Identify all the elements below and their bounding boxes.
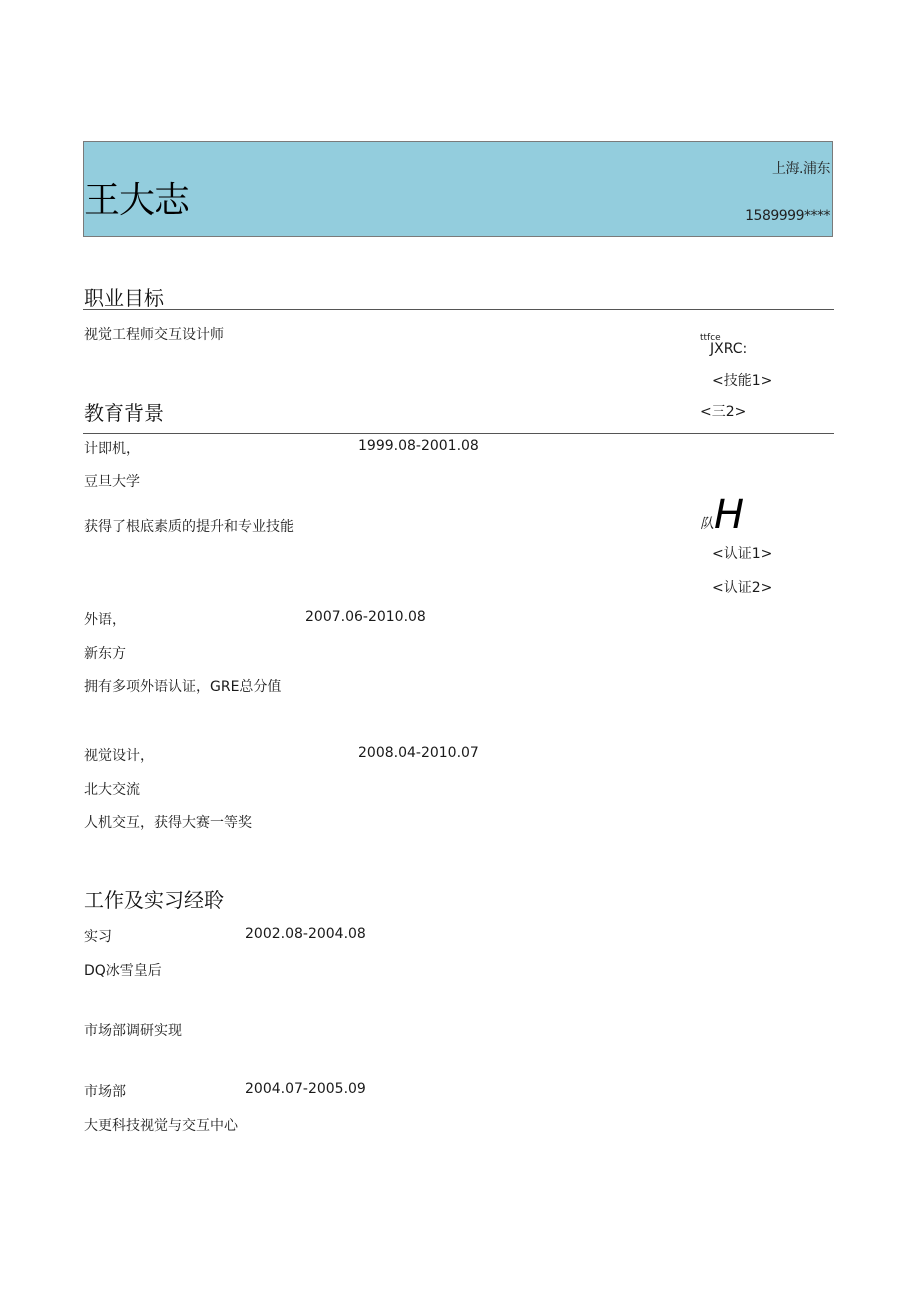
education-dates-1: 1999.08-2001.08 xyxy=(358,438,479,454)
objective-title: 职业目标 xyxy=(84,286,164,310)
objective-text: 视觉工程师交互设计师 xyxy=(84,327,224,343)
cert-item-1: <认证1> xyxy=(712,546,773,562)
skill-item-1: <技能1> xyxy=(712,373,773,389)
cert-heading xyxy=(700,492,744,538)
work-role-1: 实习 xyxy=(84,929,112,945)
candidate-name: 王大志 xyxy=(84,180,190,221)
education-dates-2: 2007.06-2010.08 xyxy=(305,609,426,625)
education-school-1: 豆旦大学 xyxy=(84,474,140,490)
skills-heading: JXRC: xyxy=(710,341,748,357)
education-desc-2: 拥有多项外语认证，GRE总分值 xyxy=(84,679,282,695)
education-field-1: 计即机， xyxy=(84,441,140,457)
education-divider xyxy=(83,433,834,434)
work-title: 工作及实习经聆 xyxy=(84,888,224,912)
education-field-2: 外语， xyxy=(84,612,126,628)
work-dates-1: 2002.08-2004.08 xyxy=(245,926,366,942)
work-company-1: DQ冰雪皇后 xyxy=(84,963,162,979)
education-school-3: 北大交流 xyxy=(84,782,140,798)
sidebar-small-label: ttfce xyxy=(700,333,721,343)
phone-text: 1589999**** xyxy=(745,208,830,224)
education-field-3: 视觉设计， xyxy=(84,748,154,764)
cert-item-2: <认证2> xyxy=(712,580,773,596)
education-desc-3: 人机交互，获得大赛一等奖 xyxy=(84,815,252,831)
education-title: 教育背景 xyxy=(84,401,164,425)
cert-prefix: 队 xyxy=(700,516,714,532)
work-company-2: 大更科技视觉与交互中心 xyxy=(84,1118,238,1134)
header-banner xyxy=(83,141,833,237)
location-text: 上海.浦东 xyxy=(772,161,830,177)
education-dates-3: 2008.04-2010.07 xyxy=(358,745,479,761)
education-school-2: 新东方 xyxy=(84,646,126,662)
work-role-2: 市场部 xyxy=(84,1084,126,1100)
objective-divider xyxy=(83,309,834,310)
education-desc-1: 获得了根底素质的提升和专业技能 xyxy=(84,519,294,535)
work-desc-1: 市场部调研实现 xyxy=(84,1023,182,1039)
skill-item-2: <三2> xyxy=(700,404,747,420)
cert-big-letter: H xyxy=(714,492,745,538)
work-dates-2: 2004.07-2005.09 xyxy=(245,1081,366,1097)
